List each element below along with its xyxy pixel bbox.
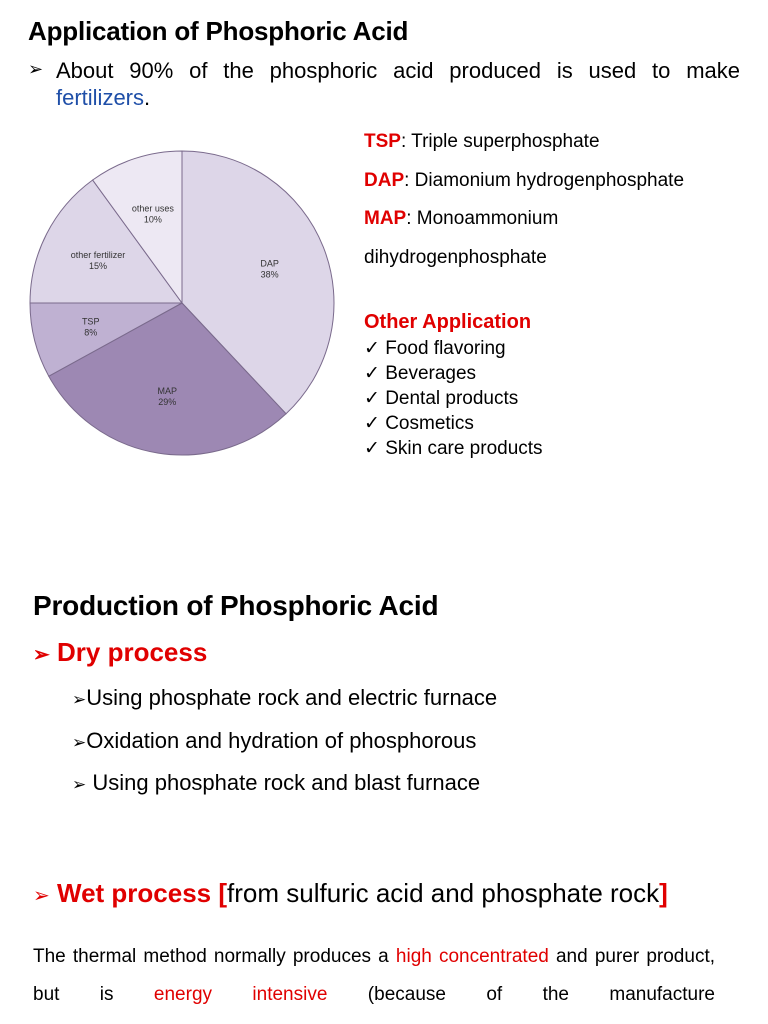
other-application-list (364, 336, 543, 461)
list-item: ✓ Cosmetics (364, 413, 474, 434)
list-item: ✓ Beverages (364, 363, 477, 384)
thermal-method-paragraph: The thermal method normally produces a high concentrated and purer product, but is energy intensive (because of the manufacture (33, 946, 716, 1005)
check-icon: ✓ (364, 413, 380, 434)
arrow-bullet-icon: ➢ (72, 733, 87, 752)
list-item: ✓ Skin care products (364, 438, 543, 459)
wet-process-heading: ➢ Wet process [from sulfuric acid and phosphate rock] (33, 878, 668, 908)
arrow-bullet-icon: ➢ (33, 885, 50, 907)
pie-value-label: 8% (84, 327, 98, 338)
other-application-heading: Other Application (364, 311, 532, 333)
arrow-bullet-icon: ➢ (28, 59, 44, 79)
pie-label: MAP (157, 386, 178, 397)
pie-value-label: 38% (260, 269, 279, 280)
pie-value-label: 10% (143, 214, 162, 225)
check-icon: ✓ (364, 363, 380, 384)
list-item: ✓ Food flavoring (364, 338, 506, 359)
dry-process-item: ➢ Using phosphate rock and blast furnace (72, 770, 481, 795)
check-icon: ✓ (364, 438, 380, 459)
pie-label: other uses (131, 203, 174, 214)
fertilizer-bullet (28, 57, 740, 111)
pie-value-label: 29% (158, 397, 177, 408)
abbr-map: MAP: Monoammonium (364, 208, 559, 229)
list-item: ✓ Dental products (364, 388, 519, 409)
abbr-tsp: TSP: Triple superphosphate (364, 131, 600, 152)
section-title-application: Application of Phosphoric Acid (28, 16, 409, 46)
section-title-production: Production of Phosphoric Acid (33, 590, 439, 621)
fertilizer-pie-chart (20, 140, 350, 470)
pie-label: DAP (260, 258, 279, 269)
fertilizers-highlight: fertilizers (56, 85, 145, 110)
arrow-bullet-icon: ➢ (33, 644, 50, 666)
arrow-bullet-icon: ➢ (72, 775, 87, 794)
abbr-dap: DAP: Diamonium hydrogenphosphate (364, 170, 685, 191)
dry-process-heading: ➢ Dry process (33, 637, 208, 667)
pie-value-label: 15% (88, 261, 108, 272)
arrow-bullet-icon: ➢ (72, 690, 87, 709)
dry-process-item: ➢Oxidation and hydration of phosphorous (72, 728, 477, 753)
abbr-map-continuation: dihydrogenphosphate (364, 247, 547, 268)
check-icon: ✓ (364, 388, 380, 409)
dry-process-item: ➢Using phosphate rock and electric furnace (72, 685, 498, 710)
check-icon: ✓ (364, 338, 380, 359)
pie-label: TSP (81, 316, 100, 327)
pie-label: other fertilizer (70, 250, 126, 261)
fertilizer-bullet-text: About 90% of the phosphoric acid produced is used to make fertilizers. (56, 58, 740, 110)
